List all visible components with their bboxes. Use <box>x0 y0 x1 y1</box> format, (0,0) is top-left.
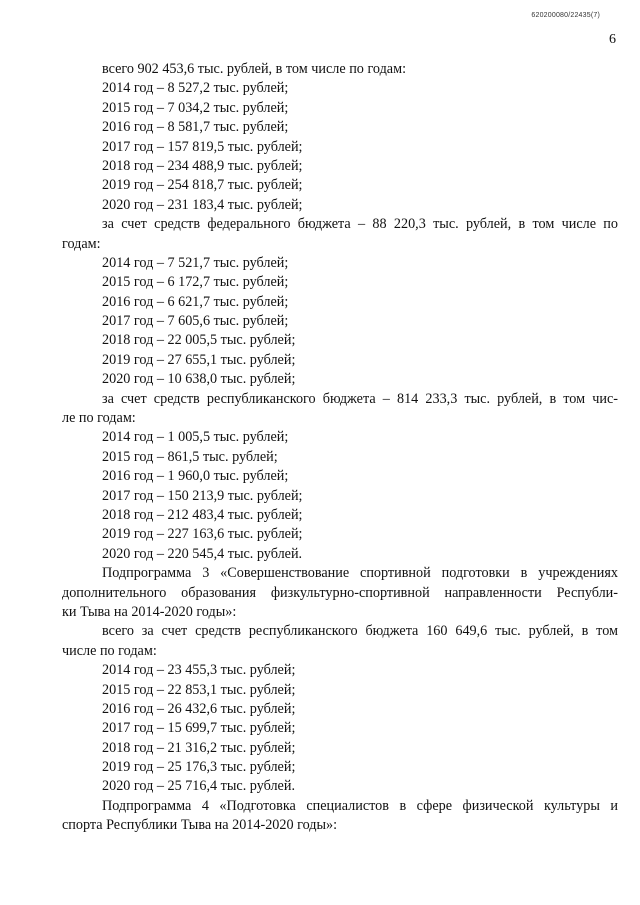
year-line: 2018 год – 234 488,9 тыс. рублей; <box>102 157 303 174</box>
year-line: 2020 год – 25 716,4 тыс. рублей. <box>102 778 295 795</box>
year-line: 2015 год – 22 853,1 тыс. рублей; <box>102 681 296 698</box>
year-line: 2015 год – 861,5 тыс. рублей; <box>102 448 278 465</box>
year-line: 2020 год – 220 545,4 тыс. рублей. <box>102 545 303 562</box>
year-line: 2017 год – 7 605,6 тыс. рублей; <box>102 313 289 330</box>
year-line: 2017 год – 15 699,7 тыс. рублей; <box>102 720 296 737</box>
year-line: 2020 год – 231 183,4 тыс. рублей; <box>102 196 303 213</box>
federal-budget-line: за счет средств федерального бюджета – 88 220,3 тыс. рублей, в том числе по <box>102 216 618 233</box>
year-line: 2017 год – 157 819,5 тыс. рублей; <box>102 138 303 155</box>
document-code: 620200080/22435(7) <box>531 12 600 19</box>
document-body <box>62 60 618 836</box>
year-line: 2018 год – 22 005,5 тыс. рублей; <box>102 332 296 349</box>
subprogram-3-title: Подпрограмма 3 «Совершенствование спортивной подготовки в учреждениях <box>102 565 618 582</box>
page-number: 6 <box>609 32 616 47</box>
year-line: 2019 год – 227 163,6 тыс. рублей; <box>102 526 303 543</box>
year-line: 2014 год – 23 455,3 тыс. рублей; <box>102 662 296 679</box>
year-line: 2019 год – 27 655,1 тыс. рублей; <box>102 351 296 368</box>
subprogram-3-total: всего за счет средств республиканского бюджета 160 649,6 тыс. рублей, в том <box>102 623 618 640</box>
year-line: 2015 год – 6 172,7 тыс. рублей; <box>102 274 289 291</box>
year-line: 2016 год – 26 432,6 тыс. рублей; <box>102 700 296 717</box>
subprogram-4-title: Подпрограмма 4 «Подготовка специалистов в сфере физической культуры и <box>102 797 618 814</box>
year-line: 2016 год – 8 581,7 тыс. рублей; <box>102 119 289 136</box>
year-line: 2017 год – 150 213,9 тыс. рублей; <box>102 487 303 504</box>
subprogram-3-title-cont: дополнительного образования физкультурно-спортивной направленности Республи- <box>62 584 618 601</box>
year-line: 2020 год – 10 638,0 тыс. рублей; <box>102 371 296 388</box>
year-line: 2014 год – 7 521,7 тыс. рублей; <box>102 254 289 271</box>
year-line: 2014 год – 8 527,2 тыс. рублей; <box>102 80 289 97</box>
year-line: 2019 год – 25 176,3 тыс. рублей; <box>102 759 296 776</box>
total-funding-line: всего 902 453,6 тыс. рублей, в том числе по годам: <box>102 61 407 77</box>
year-line: 2018 год – 21 316,2 тыс. рублей; <box>102 739 296 756</box>
subprogram-4-title-cont: спорта Республики Тыва на 2014-2020 годы»: <box>62 817 338 834</box>
federal-budget-line-cont: годам: <box>62 235 101 252</box>
subprogram-3-title-end: ки Тыва на 2014-2020 годы»: <box>62 603 237 620</box>
year-line: 2018 год – 212 483,4 тыс. рублей; <box>102 506 303 523</box>
subprogram-3-total-cont: числе по годам: <box>62 642 157 659</box>
year-line: 2016 год – 1 960,0 тыс. рублей; <box>102 468 289 485</box>
republican-budget-line-cont: ле по годам: <box>62 410 136 427</box>
republican-budget-line: за счет средств республиканского бюджета – 814 233,3 тыс. рублей, в том чис- <box>102 390 618 407</box>
year-line: 2014 год – 1 005,5 тыс. рублей; <box>102 429 289 446</box>
year-line: 2019 год – 254 818,7 тыс. рублей; <box>102 177 303 194</box>
year-line: 2016 год – 6 621,7 тыс. рублей; <box>102 293 289 310</box>
year-line: 2015 год – 7 034,2 тыс. рублей; <box>102 99 289 116</box>
